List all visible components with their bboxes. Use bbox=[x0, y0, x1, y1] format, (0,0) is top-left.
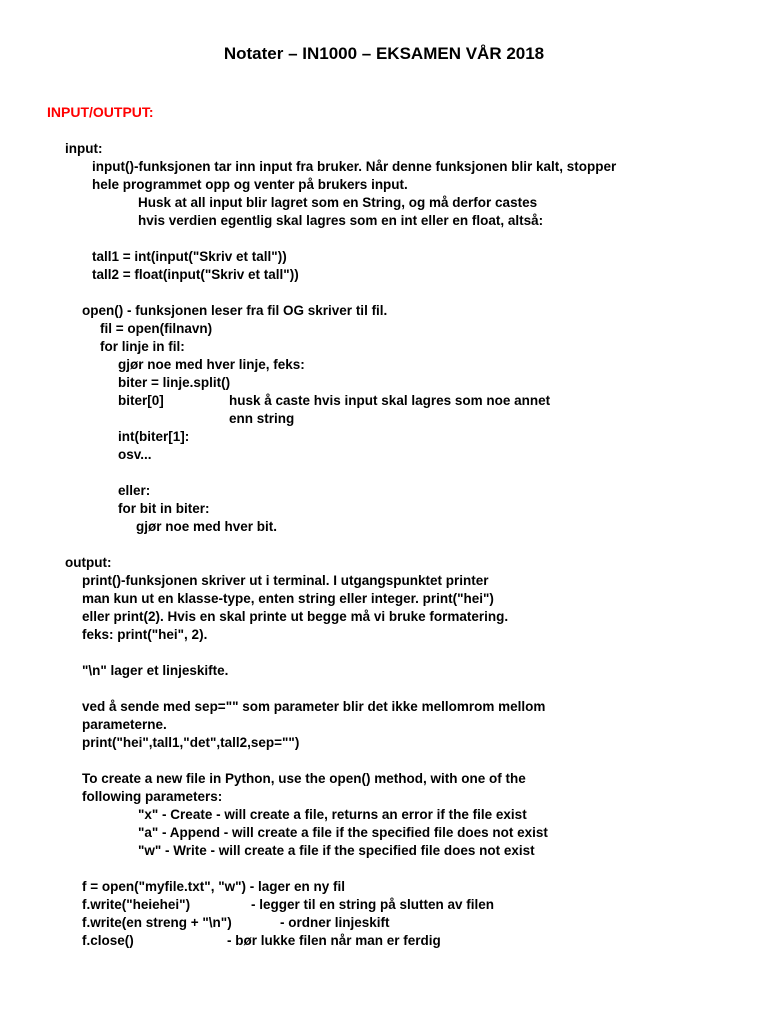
code-line: f.write("heiehei") bbox=[82, 897, 191, 912]
text-line: ved å sende med sep="" som parameter blir det ikke mellomrom mellom bbox=[82, 699, 546, 714]
text-line: input()-funksjonen tar inn input fra bruker. Når denne funksjonen blir kalt, stopper bbox=[92, 159, 617, 174]
code-comment: - legger til en string på slutten av filen bbox=[251, 897, 495, 912]
code-line: tall2 = float(input("Skriv et tall")) bbox=[92, 267, 299, 282]
code-line: for bit in biter: bbox=[118, 501, 210, 516]
code-line: tall1 = int(input("Skriv et tall")) bbox=[92, 249, 287, 264]
subheading-output: output: bbox=[65, 555, 112, 570]
code-line: eller: bbox=[118, 483, 151, 498]
text-line: eller print(2). Hvis en skal printe ut begge må vi bruke formatering. bbox=[82, 609, 509, 624]
code-line: gjør noe med hver linje, feks: bbox=[118, 357, 305, 372]
text-line: "\n" lager et linjeskifte. bbox=[82, 663, 229, 678]
code-line: print("hei",tall1,"det",tall2,sep="") bbox=[82, 735, 300, 750]
text-line: "a" - Append - will create a file if the specified file does not exist bbox=[138, 825, 548, 840]
code-comment: enn string bbox=[229, 411, 295, 426]
code-line: f = open("myfile.txt", "w") - lager en ny fil bbox=[82, 879, 346, 894]
code-line: fil = open(filnavn) bbox=[100, 321, 213, 336]
code-line: biter[0] bbox=[118, 393, 164, 408]
code-line: biter = linje.split() bbox=[118, 375, 231, 390]
text-line: man kun ut en klasse-type, enten string eller integer. print("hei") bbox=[82, 591, 494, 606]
code-comment: - ordner linjeskift bbox=[280, 915, 390, 930]
text-line: print()-funksjonen skriver ut i terminal. I utgangspunktet printer bbox=[82, 573, 489, 588]
text-line: hele programmet opp og venter på brukers input. bbox=[92, 177, 408, 192]
code-comment: husk å caste hvis input skal lagres som noe annet bbox=[229, 393, 551, 408]
text-line: Husk at all input blir lagret som en String, og må derfor castes bbox=[138, 195, 538, 210]
code-line: osv... bbox=[118, 447, 152, 462]
text-line: open() - funksjonen leser fra fil OG skriver til fil. bbox=[82, 303, 388, 318]
text-line: parameterne. bbox=[82, 717, 167, 732]
code-line: f.close() bbox=[82, 933, 134, 948]
page-title: Notater – IN1000 – EKSAMEN VÅR 2018 bbox=[223, 44, 545, 63]
code-line: f.write(en streng + "\n") bbox=[82, 915, 232, 930]
code-comment: - bør lukke filen når man er ferdig bbox=[227, 933, 441, 948]
text-line: feks: print("hei", 2). bbox=[82, 627, 208, 642]
code-line: int(biter[1]: bbox=[118, 429, 190, 444]
code-line: gjør noe med hver bit. bbox=[136, 519, 278, 534]
text-line: "x" - Create - will create a file, returns an error if the file exist bbox=[138, 807, 527, 822]
text-line: following parameters: bbox=[82, 789, 223, 804]
subheading-input: input: bbox=[65, 141, 103, 156]
section-heading: INPUT/OUTPUT: bbox=[47, 104, 154, 120]
text-line: hvis verdien egentlig skal lagres som en int eller en float, altså: bbox=[138, 213, 544, 228]
code-line: for linje in fil: bbox=[100, 339, 185, 354]
text-line: "w" - Write - will create a file if the specified file does not exist bbox=[138, 843, 535, 858]
text-line: To create a new file in Python, use the open() method, with one of the bbox=[82, 771, 526, 786]
